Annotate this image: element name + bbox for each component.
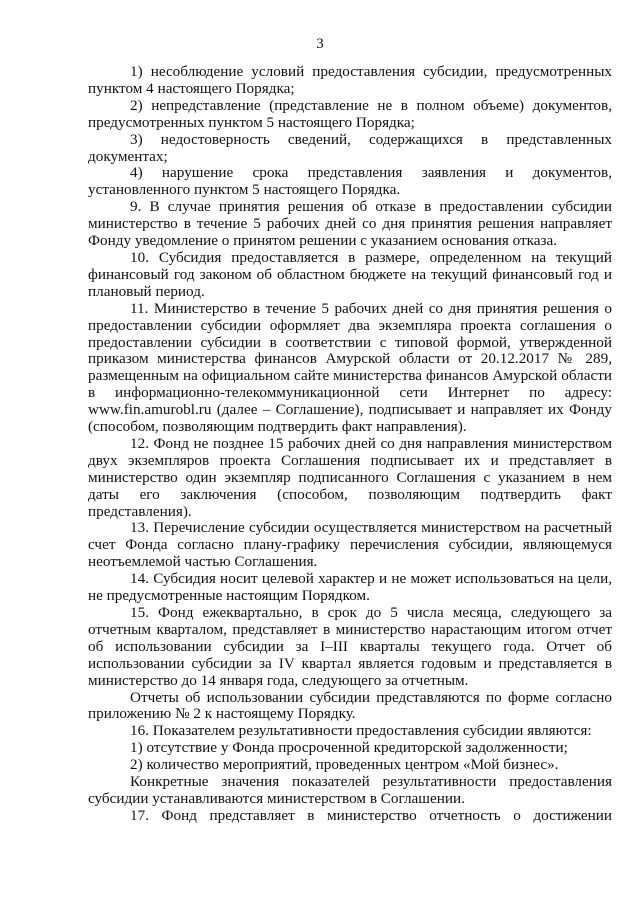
paragraph: 2) непредставление (представление не в полном объеме) документов, предусмотренных пунктом 5 настоящего Порядка; (88, 96, 612, 131)
paragraph: 1) отсутствие у Фонда просроченной кредиторской задолженности; (130, 739, 568, 757)
paragraph: 1) несоблюдение условий предоставления субсидии, предусмотренных пунктом 4 настоящего Порядка; (88, 63, 612, 97)
page-number: 3 (316, 36, 324, 52)
paragraph: 9. В случае принятия решения об отказе в предоставлении субсидии министерство в течение 5 рабочих дней со дня принятия решения направляет Фонду уведомление о принятом решении с указанием основания отказа. (88, 198, 612, 250)
paragraph: 2) количество мероприятий, проведенных центром «Мой бизнес». (130, 756, 559, 774)
document-body (88, 64, 612, 825)
paragraph: 13. Перечисление субсидии осуществляется министерством на расчетный счет Фонда согласно плану-графику перечисления субсидии, являющемуся неотъемлемой частью Соглашения. (88, 519, 612, 571)
paragraph: 17. Фонд представляет в министерство отчетность о достижении (130, 806, 612, 824)
paragraph: 12. Фонд не позднее 15 рабочих дней со дня направления министерством двух экземпляров проекта Соглашения подписывает их и представляет в министерство один экземпляр подписанного Соглашения с указанием в нем даты его заключения (способом, позволяющим подтвердить факт представления). (88, 434, 612, 520)
paragraph: 3) недостоверность сведений, содержащихся в представленных документах; (88, 130, 612, 165)
paragraph: 10. Субсидия предоставляется в размере, определенном на текущий финансовый год законом об областном бюджете на текущий финансовый год и плановый период. (88, 248, 612, 300)
paragraph: 11. Министерство в течение 5 рабочих дней со дня принятия решения о предоставлении субсидии оформляет два экземпляра проекта соглашения о предоставлении субсидии в соответствии с типовой формой, утвержденной приказом министерства финансов Амурской области от 20.12.2017 № 289, размещенным на официальном сайте министерства финансов Амурской области в информационно-телекоммуникационной сети Интернет по адресу: www.fin.amurobl.ru (далее – Соглашение), подписывает и направляет их Фонду (способом, позволяющим подтвердить факт направления). (88, 299, 612, 436)
paragraph: 4) нарушение срока представления заявления и документов, установленного пунктом 5 настоящего Порядка. (88, 164, 612, 199)
paragraph: 15. Фонд ежеквартально, в срок до 5 числа месяца, следующего за отчетным кварталом, представляет в министерство нарастающим итогом отчет об использовании субсидии за I–III кварталы текущего года. Отчет об использовании субсидии за IV квартал является годовым и представляется в министерство до 14 января года, следующего за отчетным. (88, 604, 612, 689)
paragraph: 16. Показателем результативности предоставления субсидии являются: (130, 722, 592, 740)
paragraph: Конкретные значения показателей результативности предоставления субсидии устанавливаются министерством в Соглашении. (88, 773, 612, 807)
paragraph: 14. Субсидия носит целевой характер и не может использоваться на цели, не предусмотренные настоящим Порядком. (88, 570, 612, 605)
paragraph: Отчеты об использовании субсидии представляются по форме согласно приложению № 2 к настоящему Порядку. (88, 688, 612, 723)
